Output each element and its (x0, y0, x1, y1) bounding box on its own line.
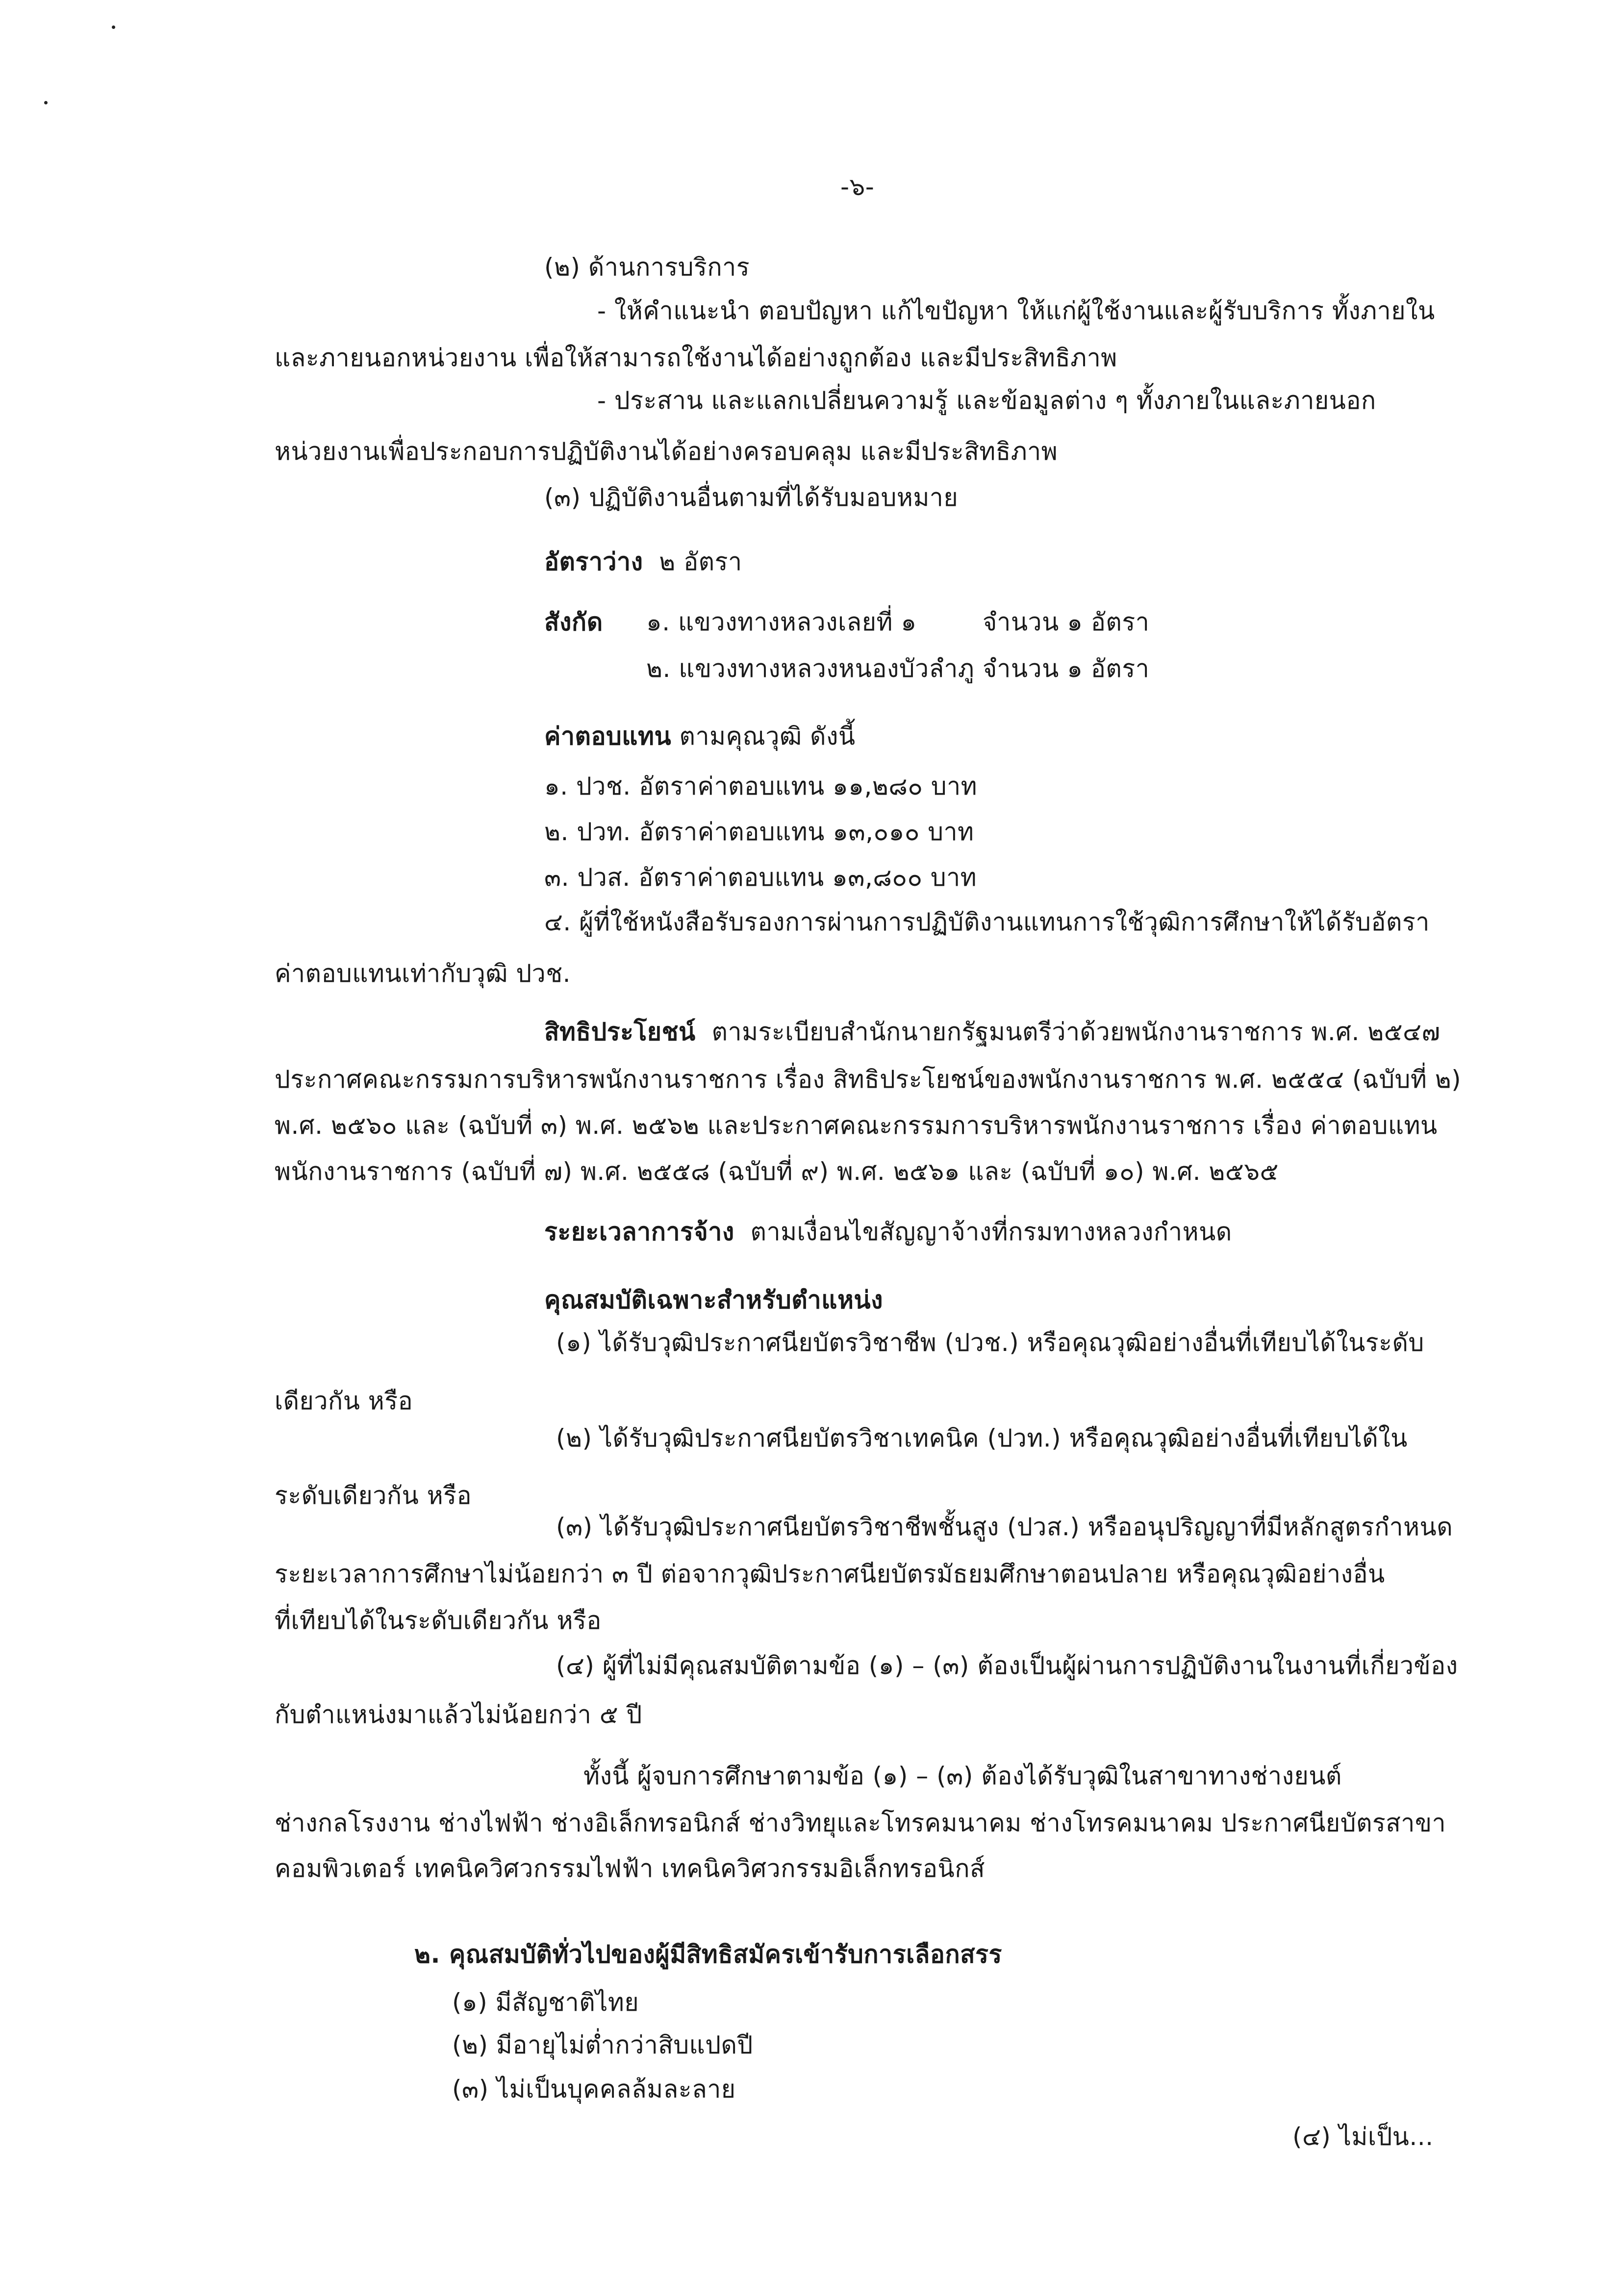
affiliation-label: สังกัด (544, 608, 603, 636)
affiliation-item-count: จำนวน ๑ อัตรา (983, 608, 1150, 636)
qualification-note-cont: คอมพิวเตอร์ เทคนิควิศวกรรมไฟฟ้า เทคนิควิศวกรรมอิเล็กทรอนิกส์ (275, 1854, 985, 1883)
qualification-note: ทั้งนี้ ผู้จบการศึกษาตามข้อ (๑) – (๓) ต้องได้รับวุฒิในสาขาทางช่างยนต์ (583, 1762, 1342, 1790)
vacancy-line (544, 549, 742, 574)
compensation-item: ๓. ปวส. อัตราค่าตอบแทน ๑๓,๘๐๐ บาท (544, 863, 977, 892)
qualification-1: (๑) ได้รับวุฒิประกาศนียบัตรวิชาชีพ (ปวช.) หรือคุณวุฒิอย่างอื่นที่เทียบได้ในระดับ (556, 1328, 1424, 1357)
qualification-note-cont: ช่างกลโรงงาน ช่างไฟฟ้า ช่างอิเล็กทรอนิกส์ ช่างวิทยุและโทรคมนาคม ช่างโทรคมนาคม ประกาศนียบัตรสาขา (275, 1809, 1446, 1837)
qualification-1-cont: เดียวกัน หรือ (275, 1387, 413, 1415)
qualification-4-cont: กับตำแหน่งมาแล้วไม่น้อยกว่า ๕ ปี (275, 1700, 642, 1729)
qualifications-title: คุณสมบัติเฉพาะสำหรับตำแหน่ง (544, 1286, 884, 1314)
vacancy-value: ๒ อัตรา (659, 548, 742, 576)
scan-speck (112, 25, 115, 29)
service-bullet-2: - ประสาน และแลกเปลี่ยนความรู้ และข้อมูลต่าง ๆ ทั้งภายในและภายนอก (597, 386, 1376, 415)
affiliation-item-name: ๑. แขวงทางหลวงเลยที่ ๑ (646, 608, 917, 636)
compensation-item: ๒. ปวท. อัตราค่าตอบแทน ๑๓,๐๑๐ บาท (544, 818, 974, 846)
qualification-2: (๒) ได้รับวุฒิประกาศนียบัตรวิชาเทคนิค (ปวท.) หรือคุณวุฒิอย่างอื่นที่เทียบได้ใน (556, 1424, 1408, 1452)
vacancy-label: อัตราว่าง (544, 548, 643, 576)
qualification-3: (๓) ได้รับวุฒิประกาศนียบัตรวิชาชีพชั้นสูง (ปวส.) หรืออนุปริญญาที่มีหลักสูตรกำหนด (556, 1513, 1453, 1541)
affiliation-item-count: จำนวน ๑ อัตรา (983, 654, 1150, 683)
service-bullet-2-cont: หน่วยงานเพื่อประกอบการปฏิบัติงานได้อย่างครอบคลุม และมีประสิทธิภาพ (275, 437, 1058, 466)
benefits-label: สิทธิประโยชน์ (544, 1018, 696, 1046)
affiliation-item-name: ๒. แขวงทางหลวงหนองบัวลำภู (646, 654, 975, 683)
benefits-line-2: ประกาศคณะกรรมการบริหารพนักงานราชการ เรื่อง สิทธิประโยชน์ของพนักงานราชการ พ.ศ. ๒๕๕๔ (ฉบับที่ ๒) (275, 1065, 1462, 1094)
employment-period-line (544, 1220, 1232, 1244)
compensation-item-4-cont: ค่าตอบแทนเท่ากับวุฒิ ปวช. (275, 959, 571, 988)
service-bullet-1-cont: และภายนอกหน่วยงาน เพื่อให้สามารถใช้งานได้อย่างถูกต้อง และมีประสิทธิภาพ (275, 344, 1117, 372)
service-bullet-1: - ให้คำแนะนำ ตอบปัญหา แก้ไขปัญหา ให้แก่ผู้ใช้งานและผู้รับบริการ ทั้งภายใน (597, 297, 1435, 325)
benefits-text: ตามระเบียบสำนักนายกรัฐมนตรีว่าด้วยพนักงานราชการ พ.ศ. ๒๕๔๗ (711, 1018, 1441, 1046)
compensation-item: ๑. ปวช. อัตราค่าตอบแทน ๑๑,๒๘๐ บาท (544, 772, 978, 800)
qualification-2-cont: ระดับเดียวกัน หรือ (275, 1481, 472, 1510)
general-qualifications-title: ๒. คุณสมบัติทั่วไปของผู้มีสิทธิสมัครเข้ารับการเลือกสรร (414, 1940, 1002, 1969)
section-service-title: (๒) ด้านการบริการ (544, 253, 750, 281)
scan-speck (44, 101, 48, 104)
compensation-label: ค่าตอบแทน (544, 722, 672, 750)
page-number: -๖- (840, 173, 875, 201)
benefits-line-1 (544, 1020, 1441, 1044)
qualification-3-cont: ที่เทียบได้ในระดับเดียวกัน หรือ (275, 1606, 602, 1635)
continuation-marker: (๔) ไม่เป็น... (1292, 2122, 1434, 2151)
general-item: (๒) มีอายุไม่ต่ำกว่าสิบแปดปี (452, 2031, 753, 2059)
qualification-3-cont: ระยะเวลาการศึกษาไม่น้อยกว่า ๓ ปี ต่อจากวุฒิประกาศนียบัตรมัธยมศึกษาตอนปลาย หรือคุณวุฒิอย่างอื่น (275, 1560, 1385, 1588)
general-item: (๓) ไม่เป็นบุคคลล้มละลาย (452, 2075, 736, 2103)
compensation-item-4: ๔. ผู้ที่ใช้หนังสือรับรองการผ่านการปฏิบัติงานแทนการใช้วุฒิการศึกษาให้ได้รับอัตรา (544, 908, 1430, 936)
compensation-line (544, 724, 856, 749)
employment-period-text: ตามเงื่อนไขสัญญาจ้างที่กรมทางหลวงกำหนด (750, 1218, 1232, 1246)
benefits-line-4: พนักงานราชการ (ฉบับที่ ๗) พ.ศ. ๒๕๕๘ (ฉบับที่ ๙) พ.ศ. ๒๕๖๑ และ (ฉบับที่ ๑๐) พ.ศ. ๒๕๖๕ (275, 1157, 1279, 1186)
section-other-duties: (๓) ปฏิบัติงานอื่นตามที่ได้รับมอบหมาย (544, 483, 959, 512)
employment-period-label: ระยะเวลาการจ้าง (544, 1218, 734, 1246)
qualification-4: (๔) ผู้ที่ไม่มีคุณสมบัติตามข้อ (๑) – (๓) ต้องเป็นผู้ผ่านการปฏิบัติงานในงานที่เกี่ยวข้อง (556, 1651, 1458, 1680)
general-item: (๑) มีสัญชาติไทย (452, 1988, 639, 2017)
benefits-line-3: พ.ศ. ๒๕๖๐ และ (ฉบับที่ ๓) พ.ศ. ๒๕๖๒ และประกาศคณะกรรมการบริหารพนักงานราชการ เรื่อง ค่าตอบแทน (275, 1111, 1438, 1140)
compensation-intro: ตามคุณวุฒิ ดังนี้ (679, 722, 856, 750)
